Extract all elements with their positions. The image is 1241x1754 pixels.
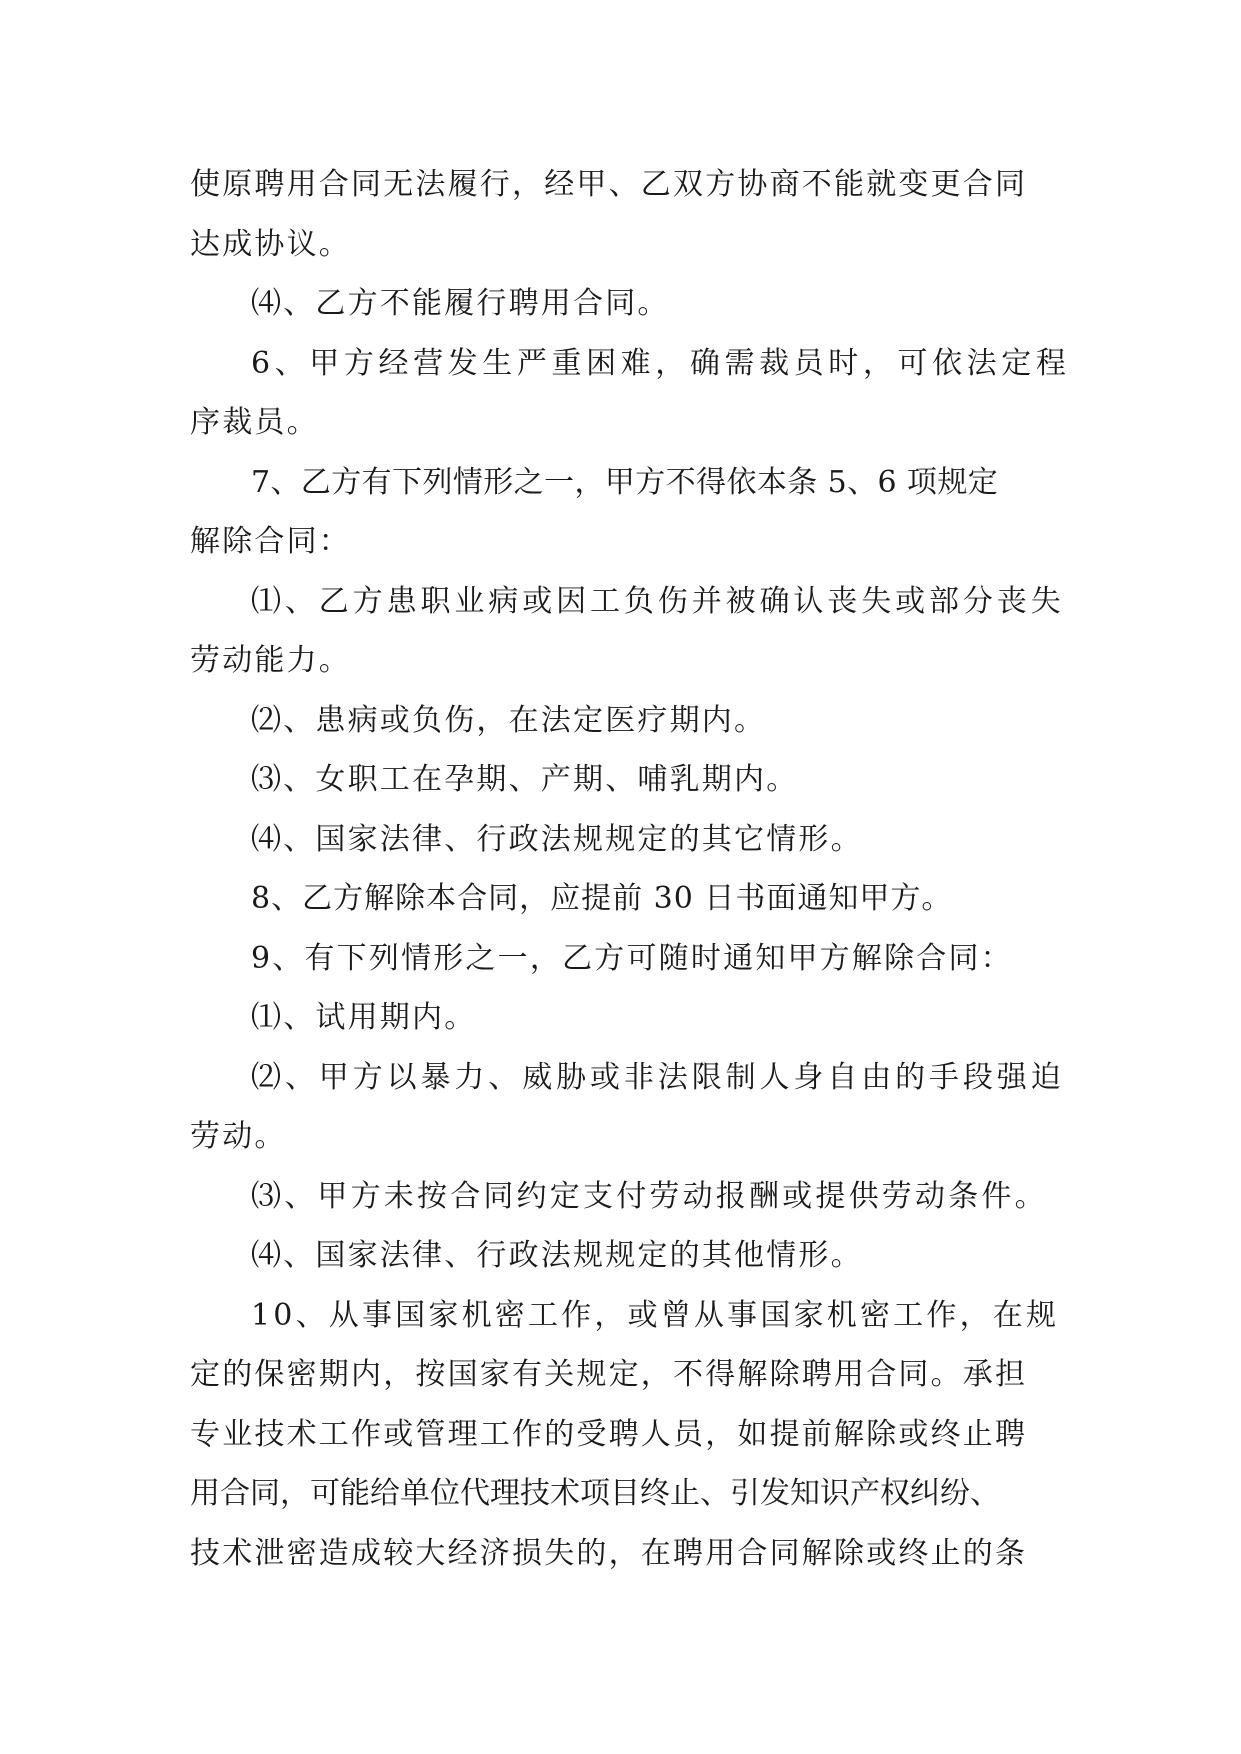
text-line: 使原聘用合同无法履行，经甲、乙双方协商不能就变更合同 xyxy=(190,167,1028,202)
text-line: 定的保密期内，按国家有关规定，不得解除聘用合同。承担 xyxy=(190,1357,1028,1392)
text-line: 8、乙方解除本合同，应提前 30 日书面通知甲方。 xyxy=(251,881,953,916)
text-line: ⑷、国家法律、行政法规规定的其它情形。 xyxy=(251,822,863,857)
text-line: 序裁员。 xyxy=(190,405,319,440)
text-line: 专业技术工作或管理工作的受聘人员，如提前解除或终止聘 xyxy=(190,1417,1028,1452)
text-line: 7、乙方有下列情形之一，甲方不得依本条 5、6 项规定 xyxy=(251,465,999,500)
text-line: ⑵、甲方以暴力、威胁或非法限制人身自由的手段强迫 xyxy=(251,1060,1065,1095)
text-line: 劳动。 xyxy=(190,1119,287,1154)
text-line: 6、甲方经营发生严重困难，确需裁员时，可依法定程 xyxy=(251,346,1071,381)
text-line: 9、有下列情形之一，乙方可随时通知甲方解除合同： xyxy=(251,941,1013,976)
text-line: 10、从事国家机密工作，或曾从事国家机密工作，在规 xyxy=(251,1298,1060,1333)
text-line: ⑶、女职工在孕期、产期、哺乳期内。 xyxy=(251,762,799,797)
text-line: 技术泄密造成较大经济损失的，在聘用合同解除或终止的条 xyxy=(190,1536,1028,1571)
text-line: 达成协议。 xyxy=(190,227,351,262)
text-line: ⑴、试用期内。 xyxy=(251,1000,477,1035)
text-line: 劳动能力。 xyxy=(190,643,351,678)
text-line: ⑴、乙方患职业病或因工负伤并被确认丧失或部分丧失 xyxy=(251,584,1065,619)
text-line: 解除合同： xyxy=(190,524,351,559)
text-line: ⑷、国家法律、行政法规规定的其他情形。 xyxy=(251,1238,863,1273)
text-line: 用合同，可能给单位代理技术项目终止、引发知识产权纠纷、 xyxy=(190,1476,1000,1511)
text-line: ⑵、患病或负伤，在法定医疗期内。 xyxy=(251,703,767,738)
text-line: ⑶、甲方未按合同约定支付劳动报酬或提供劳动条件。 xyxy=(251,1179,1048,1214)
text-line: ⑷、乙方不能履行聘用合同。 xyxy=(251,286,670,321)
